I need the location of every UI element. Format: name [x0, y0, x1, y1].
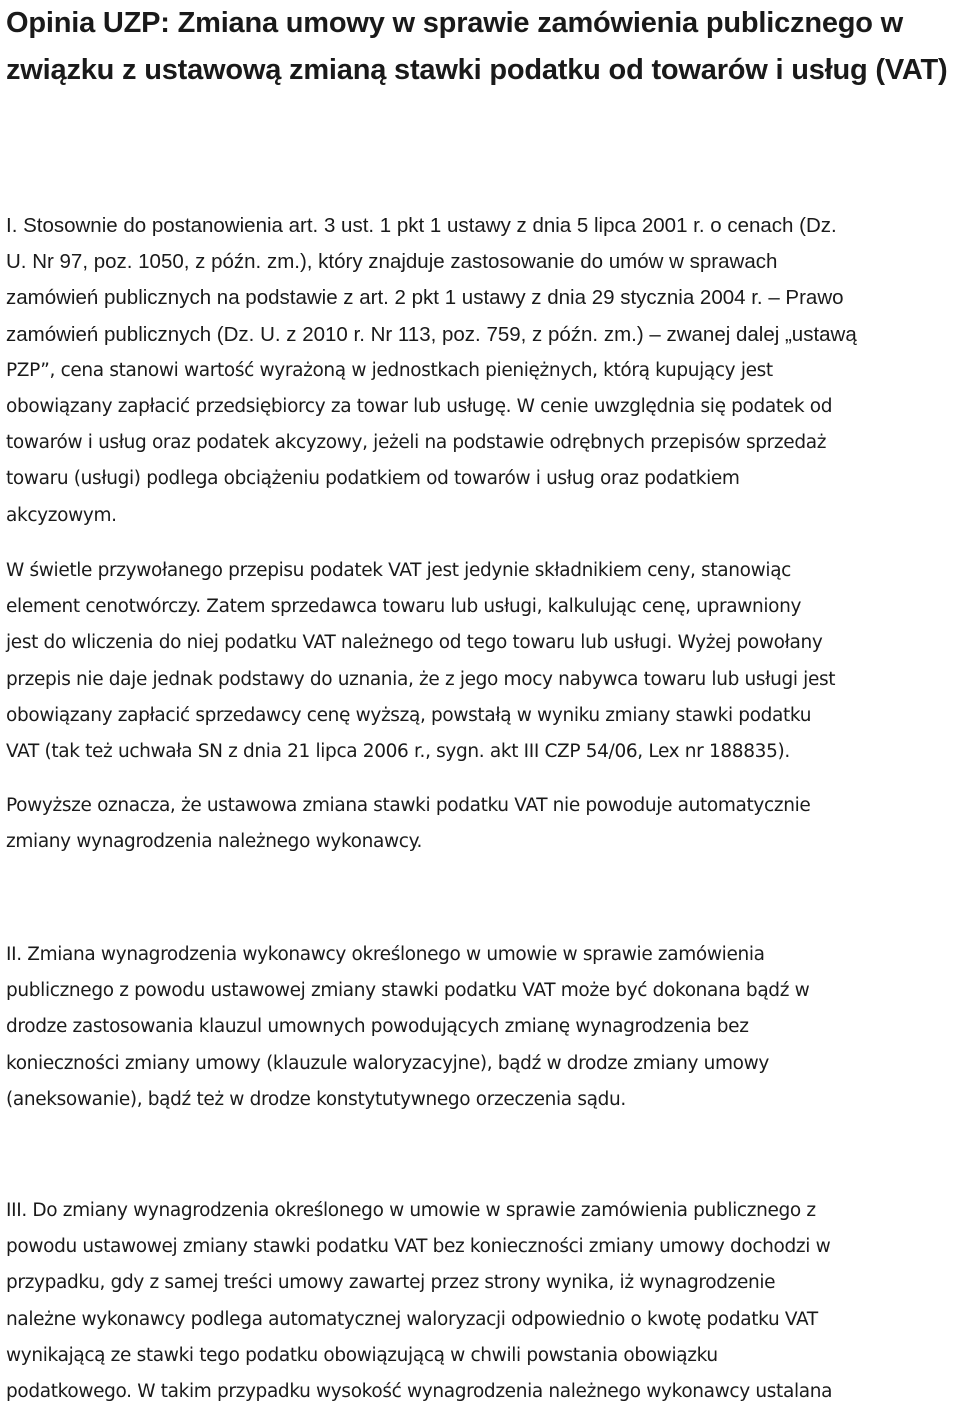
paragraph-line: towarów i usług oraz podatek akcyzowy, jeżeli na podstawie odrębnych przepisów sprzedaż: [6, 432, 827, 454]
paragraph-line: W świetle przywołanego przepisu podatek VAT jest jedynie składnikiem ceny, stanowiąc: [6, 560, 791, 581]
paragraph-section-1: [6, 208, 956, 534]
paragraph-line: obowiązany zapłacić sprzedawcy cenę wyższą, powstałą w wyniku zmiany stawki podatku: [6, 704, 812, 726]
paragraph-line: przepis nie daje jednak podstawy do uznania, że z jego mocy nabywca towaru lub usługi jest: [6, 668, 836, 690]
paragraph-line: towaru (usługi) podlega obciążeniu podatkiem od towarów i usług oraz podatkiem: [6, 468, 740, 490]
paragraph-line: jest do wliczenia do niej podatku VAT należnego od tego towaru lub usługi. Wyżej powołany: [6, 632, 823, 654]
paragraph-line: U. Nr 97, poz. 1050, z późn. zm.), który znajduje zastosowanie do umów w sprawach: [6, 250, 778, 274]
paragraph-line: I. Stosownie do postanowienia art. 3 ust. 1 pkt 1 ustawy z dnia 5 lipca 2001 r. o cenach (Dz.: [6, 214, 837, 237]
paragraph-line: wynikającą ze stawki tego podatku obowiązującą w chwili powstania obowiązku: [6, 1344, 718, 1366]
paragraph-section-2: [6, 553, 956, 770]
paragraph-line: akcyzowym.: [6, 504, 117, 526]
paragraph-line: zmiany wynagrodzenia należnego wykonawcy.: [6, 831, 423, 853]
paragraph-line: (aneksowanie), bądź też w drodze konstytutywnego orzeczenia sądu.: [6, 1088, 626, 1110]
paragraph-line: konieczności zmiany umowy (klauzule waloryzacyjne), bądź w drodze zmiany umowy: [6, 1052, 770, 1074]
paragraph-section-3: [6, 788, 956, 860]
paragraph-line: II. Zmiana wynagrodzenia wykonawcy określonego w umowie w sprawie zamówienia: [6, 944, 765, 965]
paragraph-line: drodze zastosowania klauzul umownych powodujących zmianę wynagrodzenia bez: [6, 1016, 749, 1038]
paragraph-line: PZP”, cena stanowi wartość wyrażoną w jednostkach pieniężnych, którą kupujący jest: [6, 359, 773, 381]
paragraph-section-5: [6, 1193, 956, 1403]
paragraph-line: element cenotwórczy. Zatem sprzedawca towaru lub usługi, kalkulując cenę, uprawniony: [6, 596, 802, 618]
paragraph-line: III. Do zmiany wynagrodzenia określonego w umowie w sprawie zamówienia publicznego z: [6, 1200, 816, 1221]
paragraph-line: obowiązany zapłacić przedsiębiorcy za towar lub usługę. W cenie uwzględnia się podatek od: [6, 395, 833, 417]
paragraph-line: Powyższe oznacza, że ustawowa zmiana stawki podatku VAT nie powoduje automatycznie: [6, 795, 811, 816]
document-title: Opinia UZP: Zmiana umowy w sprawie zamówienia publicznego w związku z ustawową zmianą stawki podatku od towarów i usług (VAT): [6, 7, 948, 86]
paragraph-line: zamówień publicznych (Dz. U. z 2010 r. Nr 113, poz. 759, z późn. zm.) – zwanej dalej „ustawą: [6, 322, 857, 346]
paragraph-section-4: [6, 937, 956, 1118]
paragraph-line: przypadku, gdy z samej treści umowy zawartej przez strony wynika, iż wynagrodzenie: [6, 1272, 776, 1294]
paragraph-line: należne wykonawcy podlega automatycznej waloryzacji odpowiednio o kwotę podatku VAT: [6, 1308, 818, 1330]
paragraph-line: powodu ustawowej zmiany stawki podatku VAT bez konieczności zmiany umowy dochodzi w: [6, 1236, 831, 1258]
paragraph-line: zamówień publicznych na podstawie z art. 2 pkt 1 ustawy z dnia 29 stycznia 2004 r. – Prawo: [6, 286, 844, 310]
paragraph-line: publicznego z powodu ustawowej zmiany stawki podatku VAT może być dokonana bądź w: [6, 980, 810, 1002]
paragraph-line: podatkowego. W takim przypadku wysokość wynagrodzenia należnego wykonawcy ustalana: [6, 1380, 833, 1402]
paragraph-line: VAT (tak też uchwała SN z dnia 21 lipca 2006 r., sygn. akt III CZP 54/06, Lex nr 188835).: [6, 740, 790, 762]
